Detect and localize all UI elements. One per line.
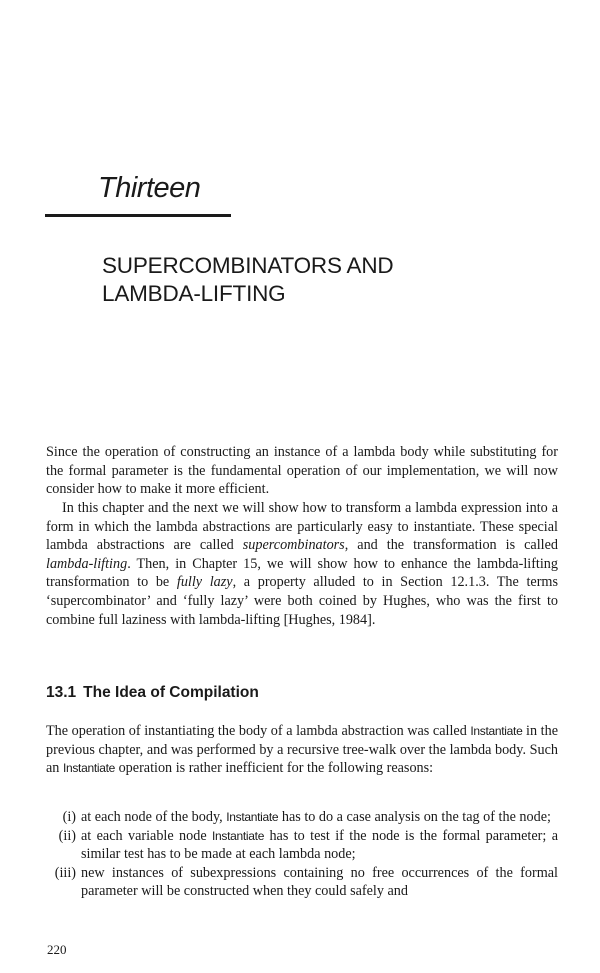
page-number: 220: [47, 942, 67, 957]
intro-paragraph-2: [46, 499, 558, 629]
list-item: [46, 864, 558, 901]
text-run: , and the transformation is called: [344, 537, 558, 554]
text-run: has to do a case analysis on the tag of the node;: [278, 809, 551, 825]
section-title: The Idea of Compilation: [83, 684, 259, 701]
term-supercombinators: supercombinators: [242, 537, 345, 554]
text-run: at each variable node: [81, 827, 212, 844]
chapter-rule: [45, 214, 231, 217]
term-fully-lazy: fully lazy: [176, 574, 233, 591]
intro-paragraph-1: Since the operation of constructing an instance of a lambda body while substituting for the formal parameter is the fundamental operation of our implementation, we will now consider how to make it more efficient.: [46, 444, 558, 498]
text-run: In this chapter and the next we will show how to transform a lambda expression into a form in which the lambda abstractions are particularly easy to instantiate. These special lambda abstractions are called: [46, 500, 558, 554]
code-instantiate: Instantiate: [62, 761, 116, 776]
chapter-number-word: Thirteen: [98, 172, 201, 204]
list-item: [46, 808, 558, 827]
chapter-title-line-2: LAMBDA-LIFTING: [102, 281, 286, 306]
code-instantiate: Instantiate: [470, 724, 523, 738]
reasons-list: [46, 808, 558, 901]
list-item: [46, 827, 558, 864]
chapter-title: [102, 252, 393, 308]
text-run: at each node of the body,: [81, 809, 227, 825]
text-run: operation is rather inefficient for the following reasons:: [115, 760, 434, 777]
section-heading: [46, 684, 259, 702]
text-run: . Then, in Chapter 15, we will show how to enhance the lambda-lifting transformation to be: [46, 555, 558, 591]
section-paragraph-1: [46, 722, 558, 778]
chapter-title-line-1: SUPERCOMBINATORS AND: [102, 253, 394, 278]
code-instantiate: Instantiate: [212, 828, 265, 843]
text-run: in the previous chapter, and was performed by a recursive tree-walk over the lambda body. Such an: [46, 723, 558, 777]
list-marker: (iii): [54, 864, 76, 881]
section-number: 13.1: [46, 684, 77, 701]
text-run: , a property alluded to in Section 12.1.3. The terms ‘supercombinator’ and ‘fully lazy’ were both coined by Hughes, who was the first to combine full laziness with lambda-lifting [Hughes, 1984].: [46, 574, 558, 628]
text-run: has to test if the node is the formal parameter; a similar test has to be made at each lambda node;: [81, 827, 558, 863]
term-lambda-lifting: lambda-lifting: [46, 555, 128, 572]
code-instantiate: Instantiate: [226, 810, 279, 824]
list-marker: (ii): [58, 827, 76, 844]
text-run: new instances of subexpressions containing no free occurrences of the formal parameter will be constructed when they could safely and: [81, 864, 558, 900]
text-run: The operation of instantiating the body of a lambda abstraction was called: [46, 723, 471, 739]
list-marker: (i): [62, 809, 76, 825]
